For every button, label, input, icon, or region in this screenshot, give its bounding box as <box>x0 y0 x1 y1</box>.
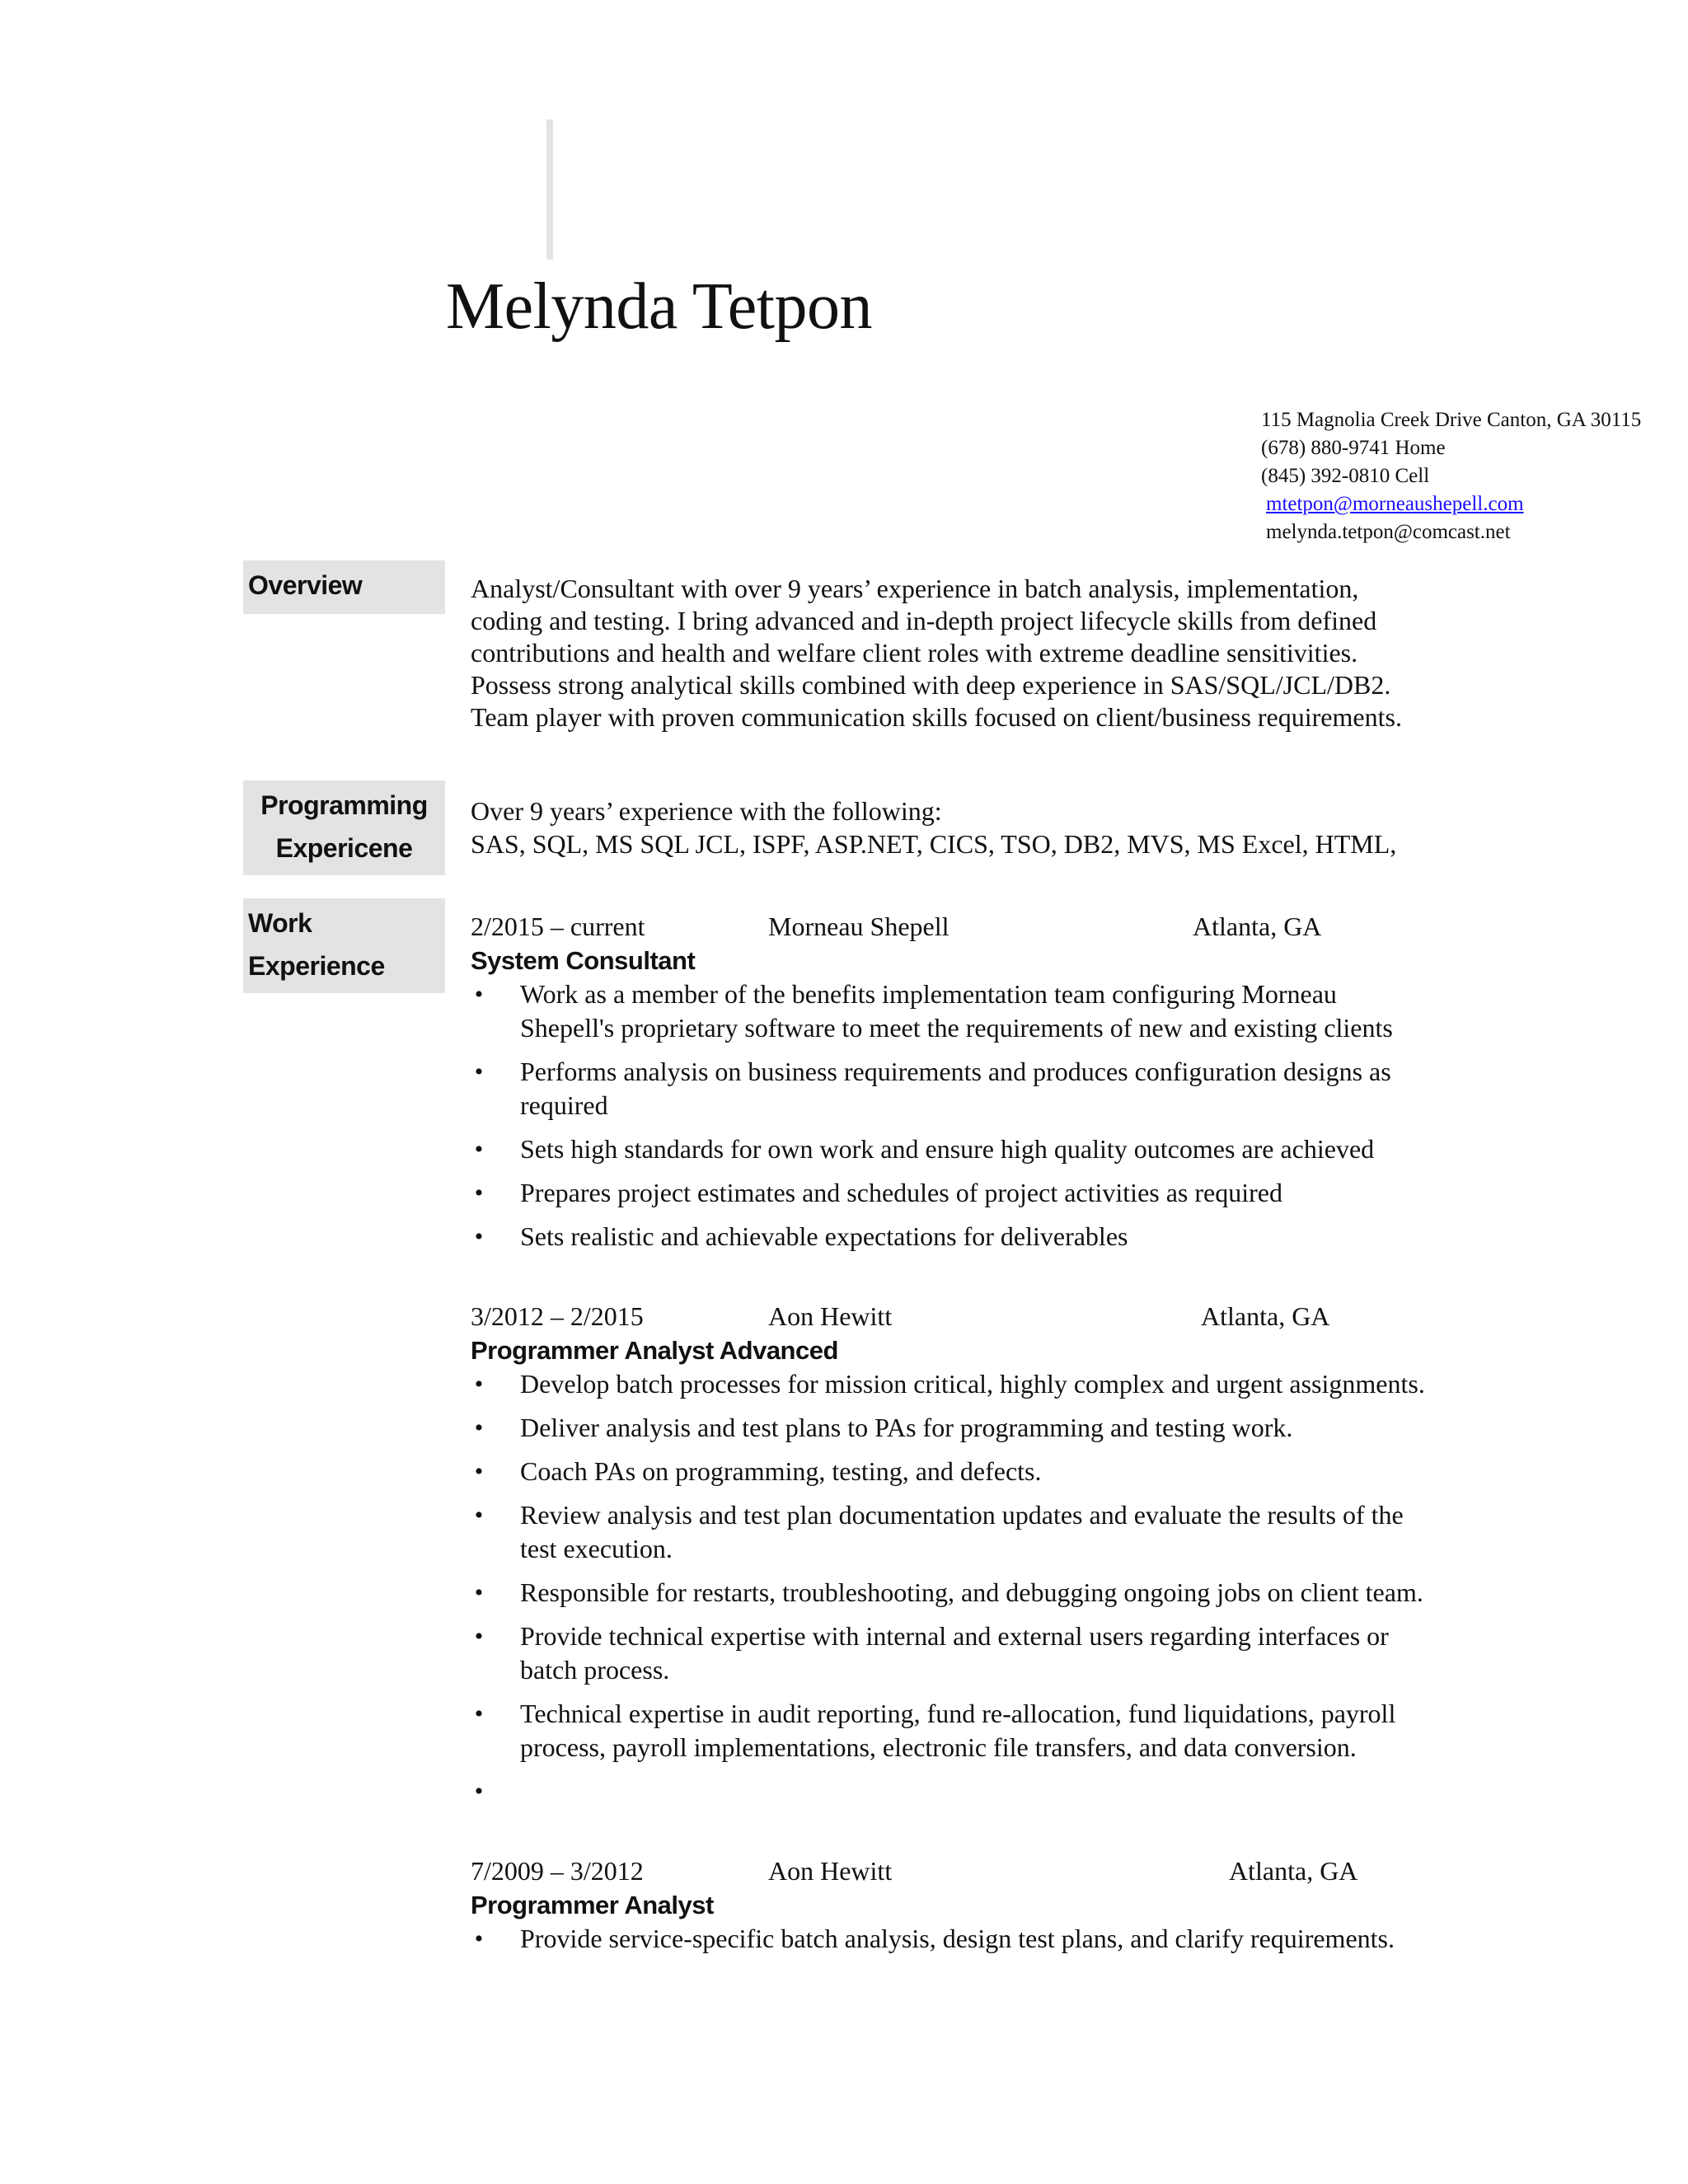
section-label-programming-line2: Expericene <box>275 833 413 863</box>
contact-block <box>1261 406 1641 546</box>
job-title: System Consultant <box>471 946 696 975</box>
job-bullet-item <box>471 1455 1534 1488</box>
contact-email-work-link[interactable]: mtetpon@morneaushepell.com <box>1266 493 1524 515</box>
section-label-work <box>243 898 445 993</box>
contact-home-phone: (678) 880-9741 Home <box>1261 437 1446 459</box>
job-bullet-text <box>520 1367 1534 1401</box>
job-bullet-text <box>520 1055 1534 1122</box>
job-bullet-line: Shepell's proprietary software to meet the requirements of new and existing clients <box>520 1013 1393 1043</box>
bullet-dot-icon: • <box>474 1179 484 1207</box>
bullet-dot-icon: • <box>474 1778 484 1805</box>
job-bullet-list <box>471 977 1534 1254</box>
job-bullet-item <box>471 1132 1534 1166</box>
bullet-dot-icon: • <box>474 1700 484 1727</box>
job-bullet-item <box>471 1619 1534 1687</box>
job-entry <box>471 1853 1534 1966</box>
job-bullet-line: Review analysis and test plan documentation updates and evaluate the results of the <box>520 1500 1404 1530</box>
job-dates: 7/2009 – 3/2012 <box>471 1856 644 1886</box>
job-bullet-text <box>520 1774 1534 1808</box>
programming-intro: Over 9 years’ experience with the following: <box>471 796 942 826</box>
job-bullet-item <box>471 1220 1534 1254</box>
bullet-dot-icon: • <box>474 1925 484 1952</box>
programming-skills: SAS, SQL, MS SQL JCL, ISPF, ASP.NET, CICS, TSO, DB2, MVS, MS Excel, HTML, <box>471 829 1397 859</box>
bullet-dot-icon: • <box>474 1502 484 1529</box>
bullet-dot-icon: • <box>474 981 484 1008</box>
job-company: Aon Hewitt <box>768 1301 893 1331</box>
job-bullet-text <box>520 1176 1534 1210</box>
job-bullet-list <box>471 1367 1534 1808</box>
job-bullet-line: Coach PAs on programming, testing, and defects. <box>520 1456 1042 1486</box>
job-bullet-text <box>520 1697 1534 1765</box>
job-dates: 3/2012 – 2/2015 <box>471 1301 644 1331</box>
contact-cell-phone: (845) 392-0810 Cell <box>1261 465 1430 487</box>
job-header <box>471 908 1534 944</box>
job-bullet-line: Work as a member of the benefits implementation team configuring Morneau <box>520 979 1337 1009</box>
contact-address: 115 Magnolia Creek Drive Canton, GA 30115 <box>1261 409 1642 431</box>
job-bullet-line: Sets realistic and achievable expectations for deliverables <box>520 1221 1128 1251</box>
section-label-overview-text: Overview <box>248 570 363 600</box>
job-bullet-line: Develop batch processes for mission critical, highly complex and urgent assignments. <box>520 1369 1425 1399</box>
candidate-name: Melynda Tetpon <box>446 270 872 343</box>
job-bullet-line: Prepares project estimates and schedules of project activities as required <box>520 1178 1282 1207</box>
job-bullet-text <box>520 1455 1534 1488</box>
job-bullet-line: Provide service-specific batch analysis, design test plans, and clarify requirements. <box>520 1924 1395 1953</box>
overview-line: Possess strong analytical skills combined with deep experience in SAS/SQL/JCL/DB2. <box>471 670 1391 700</box>
bullet-dot-icon: • <box>474 1223 484 1250</box>
section-label-programming <box>243 780 445 875</box>
job-bullet-line <box>520 1774 1534 1808</box>
job-bullet-line: Responsible for restarts, troubleshooting, and debugging ongoing jobs on client team. <box>520 1577 1423 1607</box>
job-bullet-list <box>471 1922 1534 1956</box>
job-bullet-line: Performs analysis on business requirements and produces configuration designs as <box>520 1057 1391 1086</box>
section-label-work-line1: Work <box>248 908 312 938</box>
job-title: Programmer Analyst Advanced <box>471 1336 838 1365</box>
section-label-programming-line1: Programming <box>260 790 428 820</box>
overview-line: coding and testing. I bring advanced and in-depth project lifecycle skills from defined <box>471 606 1377 635</box>
job-bullet-text <box>520 1411 1534 1445</box>
job-bullet-item <box>471 1922 1534 1956</box>
programming-paragraph <box>471 794 1396 860</box>
job-entry <box>471 908 1534 1263</box>
contact-email-personal: melynda.tetpon@comcast.net <box>1266 521 1511 543</box>
job-location: Atlanta, GA <box>1193 912 1322 941</box>
job-bullet-line: process, payroll implementations, electronic file transfers, and data conversion. <box>520 1732 1357 1762</box>
bullet-dot-icon: • <box>474 1414 484 1441</box>
job-title: Programmer Analyst <box>471 1891 714 1919</box>
overview-line: contributions and health and welfare client roles with extreme deadline sensitivities. <box>471 638 1358 668</box>
overview-line: Analyst/Consultant with over 9 years’ experience in batch analysis, implementation, <box>471 574 1359 603</box>
bullet-dot-icon: • <box>474 1371 484 1398</box>
job-bullet-text <box>520 1619 1534 1687</box>
job-dates: 2/2015 – current <box>471 912 645 941</box>
job-location: Atlanta, GA <box>1201 1301 1330 1331</box>
job-bullet-line: Sets high standards for own work and ensure high quality outcomes are achieved <box>520 1134 1375 1164</box>
job-bullet-text <box>520 1220 1534 1254</box>
section-label-work-line2: Experience <box>248 951 385 981</box>
job-bullet-item <box>471 1774 1534 1808</box>
job-bullet-text <box>520 977 1534 1045</box>
overview-paragraph <box>471 573 1402 733</box>
job-bullet-item <box>471 1576 1534 1610</box>
job-bullet-line: required <box>520 1090 608 1120</box>
bullet-dot-icon: • <box>474 1579 484 1606</box>
job-header <box>471 1298 1534 1334</box>
job-bullet-line: batch process. <box>520 1655 670 1685</box>
bullet-dot-icon: • <box>474 1136 484 1163</box>
job-bullet-item <box>471 977 1534 1045</box>
bullet-dot-icon: • <box>474 1058 484 1085</box>
job-bullet-text <box>520 1576 1534 1610</box>
job-bullet-item <box>471 1176 1534 1210</box>
job-bullet-text <box>520 1132 1534 1166</box>
job-company: Morneau Shepell <box>768 912 950 941</box>
job-company: Aon Hewitt <box>768 1856 893 1886</box>
job-bullet-line: Technical expertise in audit reporting, fund re-allocation, fund liquidations, payroll <box>520 1699 1396 1728</box>
job-bullet-item <box>471 1697 1534 1765</box>
job-bullet-item <box>471 1055 1534 1122</box>
job-bullet-text <box>520 1922 1534 1956</box>
bullet-dot-icon: • <box>474 1623 484 1650</box>
job-bullet-item <box>471 1367 1534 1401</box>
job-bullet-line: Provide technical expertise with internal and external users regarding interfaces or <box>520 1621 1389 1651</box>
job-bullet-line: Deliver analysis and test plans to PAs for programming and testing work. <box>520 1413 1293 1442</box>
job-location: Atlanta, GA <box>1229 1856 1358 1886</box>
job-entry <box>471 1298 1534 1818</box>
job-bullet-text <box>520 1498 1534 1566</box>
job-bullet-item <box>471 1498 1534 1566</box>
job-header <box>471 1853 1534 1889</box>
header-accent-bar <box>546 120 553 260</box>
job-bullet-item <box>471 1411 1534 1445</box>
job-bullet-line: test execution. <box>520 1534 673 1563</box>
overview-line: Team player with proven communication skills focused on client/business requirements. <box>471 702 1402 732</box>
section-label-overview <box>243 560 445 614</box>
bullet-dot-icon: • <box>474 1458 484 1485</box>
